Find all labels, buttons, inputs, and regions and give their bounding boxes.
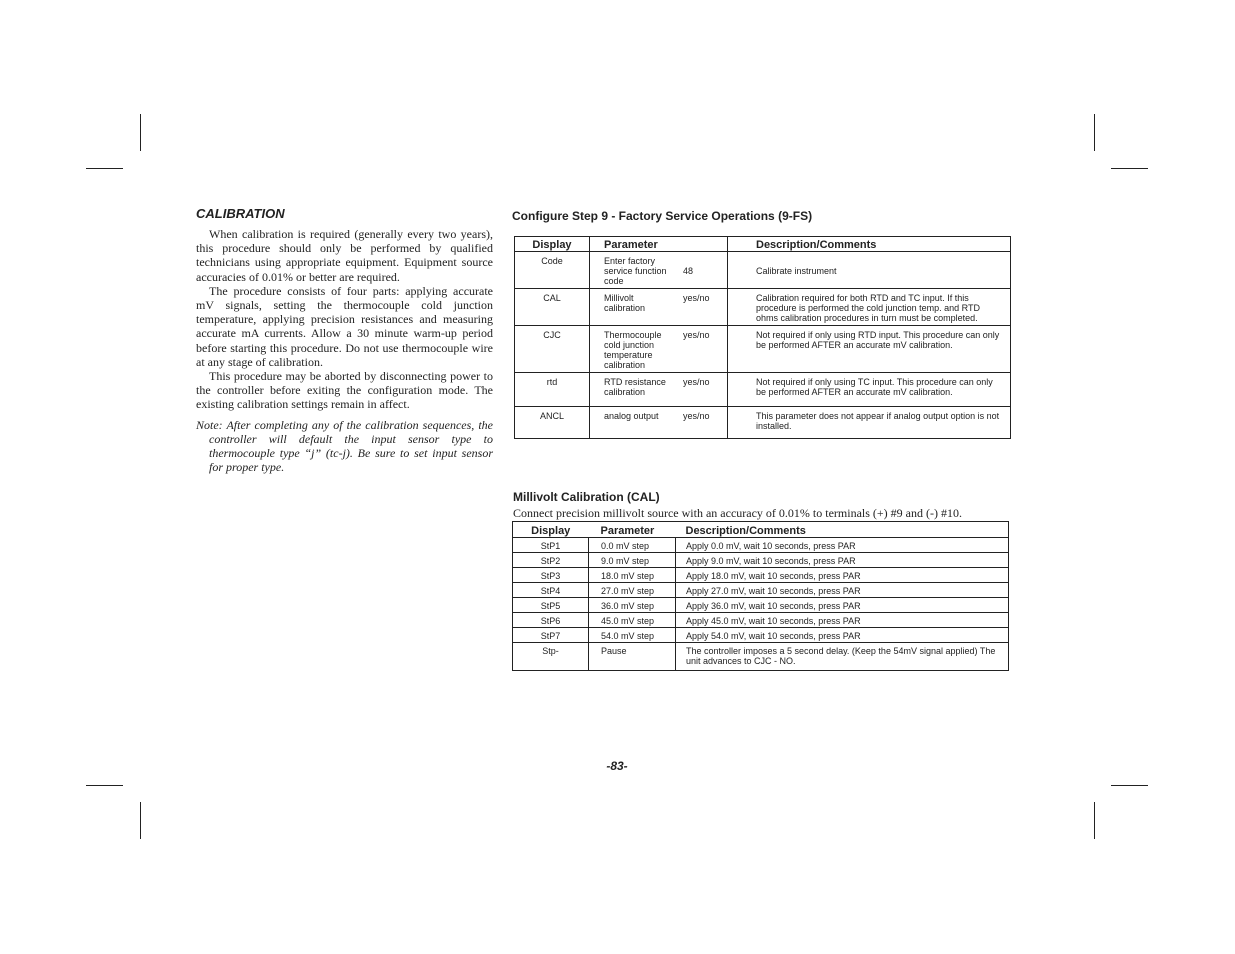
cell-description: Apply 54.0 mV, wait 10 seconds, press PAR [676, 628, 1009, 643]
millivolt-intro: Connect precision millivolt source with an accuracy of 0.01% to terminals (+) #9 and (-) #10. [513, 506, 962, 520]
cell-description: Apply 45.0 mV, wait 10 seconds, press PAR [676, 613, 1009, 628]
cell-display: CAL [515, 289, 590, 326]
header-description: Description/Comments [728, 237, 1011, 252]
table-row [515, 373, 1011, 407]
cell-description: Apply 9.0 mV, wait 10 seconds, press PAR [676, 553, 1009, 568]
table-header-row [515, 237, 1011, 252]
table-row [513, 583, 1009, 598]
cell-parameter: Pause [589, 643, 676, 671]
crop-mark [1111, 168, 1148, 169]
cell-parameter: Thermocouple cold junction temperature calibration [590, 326, 680, 373]
config-step-title: Configure Step 9 - Factory Service Operations (9-FS) [512, 209, 813, 223]
crop-mark [86, 168, 123, 169]
paragraph: The procedure consists of four parts: applying accurate mV signals, setting the thermocouple cold junction temperature, applying precision resistances and measuring accurate mA currents. Allow a 30 minute warm-up period before starting this procedure. Do not use thermocouple wire at any stage of calibration. [196, 283, 493, 369]
millivolt-title: Millivolt Calibration (CAL) [513, 490, 660, 504]
cell-display: CJC [515, 326, 590, 373]
crop-mark [86, 785, 123, 786]
header-value [679, 237, 728, 252]
cell-display: StP3 [513, 568, 589, 583]
cell-value: yes/no [683, 411, 710, 421]
cell-parameter: 36.0 mV step [589, 598, 676, 613]
cell-value: yes/no [679, 326, 728, 373]
paragraph: When calibration is required (generally every two years), this procedure should only be performed by qualified technicians using appropriate equipment. Equipment source accuracies of 0.01% or better are required. [196, 227, 493, 284]
table-row [513, 568, 1009, 583]
table-row [513, 628, 1009, 643]
cell-display: StP6 [513, 613, 589, 628]
note: Note: After completing any of the calibration sequences, the controller will default the input sensor type to thermocouple type “j” (tc-j). Be sure to set input sensor for proper type. [196, 417, 493, 475]
table-row [513, 613, 1009, 628]
table-row [515, 326, 1011, 373]
calibration-section [196, 206, 493, 474]
table-row [515, 289, 1011, 326]
millivolt-table [512, 521, 1009, 671]
cell-parameter: Millivolt calibration [590, 289, 680, 326]
cell-parameter: 18.0 mV step [589, 568, 676, 583]
table-row [515, 407, 1011, 439]
table-header-row [513, 522, 1009, 538]
cell-parameter: RTD resistance calibration [590, 373, 680, 407]
crop-mark [1094, 114, 1095, 151]
cell-display: Stp- [513, 643, 589, 671]
header-display: Display [513, 522, 589, 538]
table-row [513, 538, 1009, 553]
cell-parameter: Enter factory service function code [590, 252, 680, 289]
crop-mark [140, 802, 141, 839]
cell-description: Apply 36.0 mV, wait 10 seconds, press PAR [676, 598, 1009, 613]
cell-value: yes/no [679, 373, 728, 407]
header-display: Display [515, 237, 590, 252]
header-parameter: Parameter [590, 237, 680, 252]
page-number: -83- [606, 759, 628, 773]
cell-description: The controller imposes a 5 second delay. (Keep the 54mV signal applied) The unit advances to CJC - NO. [686, 646, 996, 666]
cell-display: StP2 [513, 553, 589, 568]
cell-display: rtd [515, 373, 590, 407]
cell-description: Apply 0.0 mV, wait 10 seconds, press PAR [676, 538, 1009, 553]
paragraph: This procedure may be aborted by disconnecting power to the controller before exiting the configuration mode. The existing calibration settings remain in affect. [196, 369, 493, 412]
cell-value: yes/no [679, 289, 728, 326]
cell-description: Apply 18.0 mV, wait 10 seconds, press PAR [676, 568, 1009, 583]
cell-display: StP7 [513, 628, 589, 643]
cell-description: Apply 27.0 mV, wait 10 seconds, press PAR [676, 583, 1009, 598]
cell-display: StP5 [513, 598, 589, 613]
cell-description: Calibration required for both RTD and TC input. If this procedure is performed the cold junction temp. and RTD ohms calibration procedures in turn must be completed. [728, 289, 1011, 326]
table-row [515, 252, 1011, 289]
header-parameter: Parameter [589, 522, 676, 538]
cell-parameter: 45.0 mV step [589, 613, 676, 628]
cell-display: Code [515, 252, 590, 289]
crop-mark [1094, 802, 1095, 839]
cell-description: Not required if only using RTD input. This procedure can only be performed AFTER an accurate mV calibration. [728, 326, 1011, 373]
cell-description: Calibrate instrument [728, 252, 1011, 289]
cell-display: StP4 [513, 583, 589, 598]
cell-description: Not required if only using TC input. This procedure can only be performed AFTER an accurate mV calibration. [728, 373, 1011, 407]
cell-parameter: 54.0 mV step [589, 628, 676, 643]
cell-parameter: 9.0 mV step [589, 553, 676, 568]
section-title: CALIBRATION [196, 206, 285, 221]
factory-service-table [514, 236, 1011, 439]
header-description: Description/Comments [676, 522, 1009, 538]
cell-display: StP1 [513, 538, 589, 553]
cell-display: ANCL [515, 407, 590, 439]
table-row [513, 643, 1009, 671]
table-row [513, 598, 1009, 613]
table-row [513, 553, 1009, 568]
cell-parameter: 27.0 mV step [589, 583, 676, 598]
cell-value: 48 [679, 252, 728, 289]
cell-parameter: 0.0 mV step [589, 538, 676, 553]
crop-mark [1111, 785, 1148, 786]
cell-parameter: analog output [604, 411, 659, 421]
crop-mark [140, 114, 141, 151]
cell-description: This parameter does not appear if analog output option is not installed. [728, 407, 1011, 439]
